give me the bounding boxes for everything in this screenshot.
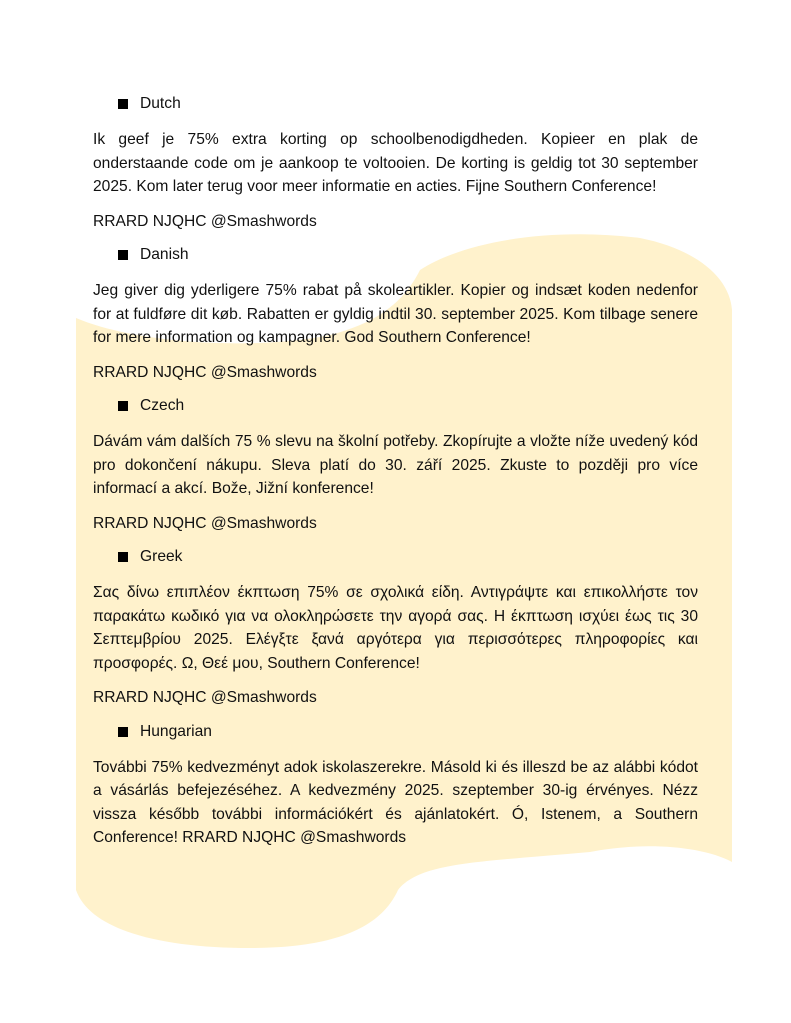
promo-code-greek: RRARD NJQHC @Smashwords [93, 689, 317, 706]
promo-paragraph-danish: Jeg giver dig yderligere 75% rabat på skoleartikler. Kopier og indsæt koden nedenfor for at fuldføre dit køb. Rabatten er gyldig indtil 30. september 2025. Kom tilbage senere for mere information og kampagner. God Southern Conference! [93, 282, 698, 346]
square-bullet-icon [118, 250, 128, 260]
language-heading-czech [118, 394, 698, 418]
language-heading-danish [118, 243, 698, 267]
promo-code-dutch: RRARD NJQHC @Smashwords [93, 212, 317, 230]
language-heading-dutch [118, 92, 698, 116]
language-heading-greek [118, 545, 698, 569]
promo-code-danish: RRARD NJQHC @Smashwords [93, 363, 317, 381]
language-label: Czech [140, 397, 185, 415]
promo-paragraph-dutch: Ik geef je 75% extra korting op schoolbenodigdheden. Kopieer en plak de onderstaande code om je aankoop te voltooien. De korting is geldig tot 30 september 2025. Kom later terug voor meer informatie en acties. Fijne Southern Conference! [93, 131, 698, 195]
language-label: Dutch [140, 95, 181, 113]
square-bullet-icon [118, 552, 128, 562]
promo-code-czech: RRARD NJQHC @Smashwords [93, 514, 317, 532]
language-label: Greek [140, 548, 183, 566]
document-page [93, 92, 698, 861]
square-bullet-icon [118, 401, 128, 411]
promo-paragraph-greek: Σας δίνω επιπλέον έκπτωση 75% σε σχολικά είδη. Αντιγράψτε και επικολλήστε τον παρακάτω κωδικό για να ολοκληρώσετε την αγορά σας. Η έκπτωση ισχύει έως τις 30 Σεπτεμβρίου 2025. Ελέγξτε ξανά αργότερα για περισσότερες πληροφορίες και προσφορές. Ω, Θεέ μου, Southern Conference! [93, 584, 698, 672]
square-bullet-icon [118, 727, 128, 737]
promo-paragraph-czech: Dávám vám dalších 75 % slevu na školní potřeby. Zkopírujte a vložte níže uvedený kód pro dokončení nákupu. Sleva platí do 30. září 2025. Zkuste to později pro více informací a akcí. Bože, Jižní konference! [93, 433, 698, 497]
square-bullet-icon [118, 99, 128, 109]
promo-paragraph-hungarian: További 75% kedvezményt adok iskolaszerekre. Másold ki és illeszd be az alábbi kódot a vásárlás befejezéséhez. A kedvezmény 2025. szeptember 30-ig érvényes. Nézz vissza később további információkért és ajánlatokért. Ó, Istenem, a Southern Conference! RRARD NJQHC @Smashwords [93, 758, 698, 846]
language-label: Hungarian [140, 722, 212, 740]
language-heading-hungarian [118, 720, 698, 744]
language-label: Danish [140, 246, 189, 264]
